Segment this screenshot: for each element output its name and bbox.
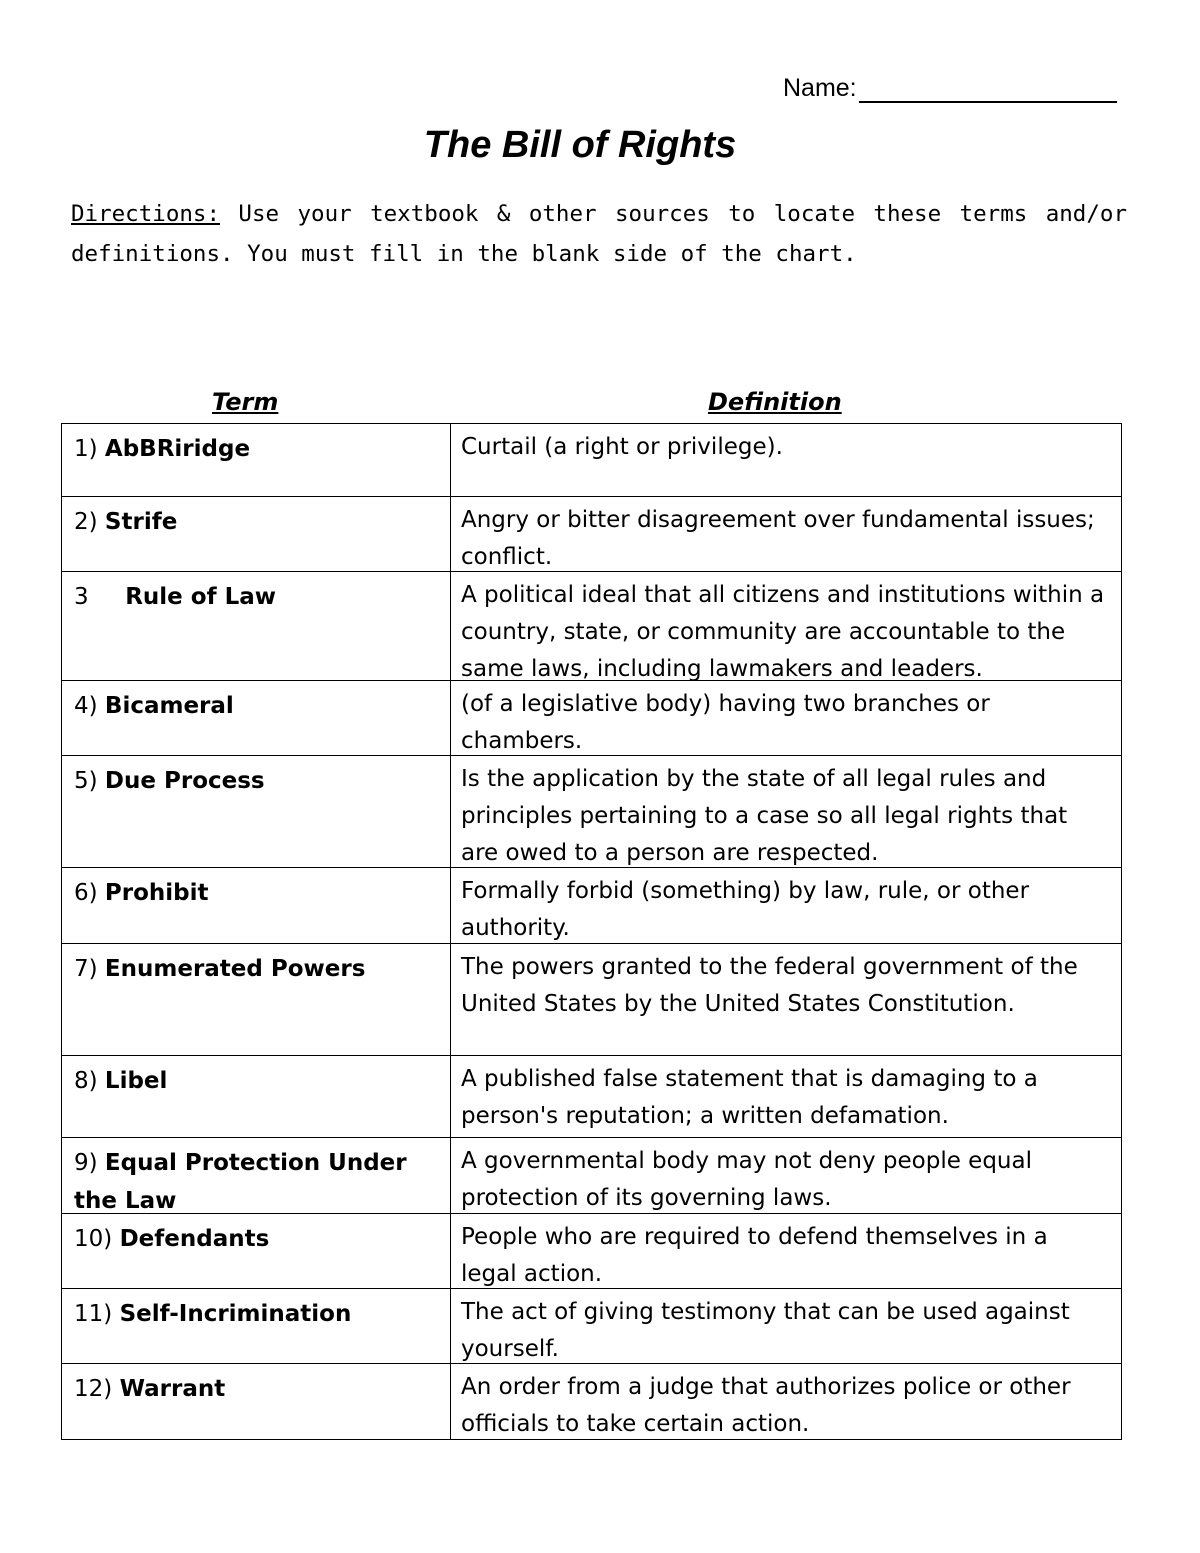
definition-cell[interactable]: A governmental body may not deny people equal protection of its governing laws.: [461, 1148, 1032, 1211]
definition-cell[interactable]: A political ideal that all citizens and institutions within a country, state, or community are accountable to the same laws, including lawmakers and leaders.: [461, 582, 1105, 682]
term-text: Rule of Law: [125, 584, 277, 610]
term-text: AbBRiridge: [104, 436, 251, 462]
table-row: [62, 1289, 1121, 1364]
term-cell: [62, 1056, 451, 1137]
definition-cell[interactable]: (of a legislative body) having two branches or chambers.: [461, 691, 990, 754]
term-text: Prohibit: [104, 880, 209, 906]
table-row: [62, 1214, 1121, 1289]
term-cell: [62, 1214, 451, 1288]
table-row: [62, 1056, 1121, 1138]
term-column-header: Term: [212, 388, 279, 416]
table-row: [62, 944, 1121, 1056]
table-row: [62, 424, 1121, 497]
definition-cell[interactable]: Curtail (a right or privilege).: [461, 434, 783, 460]
term-number: 9): [74, 1150, 98, 1176]
term-number: 3: [74, 584, 89, 610]
definition-column-header: Definition: [708, 388, 842, 416]
definition-cell[interactable]: Formally forbid (something) by law, rule, or other authority.: [461, 878, 1030, 941]
term-number: 11): [74, 1301, 113, 1327]
page-title: The Bill of Rights: [423, 124, 737, 166]
term-number: 8): [74, 1068, 98, 1094]
term-number: 4): [74, 693, 98, 719]
term-cell: [62, 1364, 451, 1439]
directions: [71, 194, 1127, 274]
table-row: [62, 868, 1121, 944]
name-field: [783, 74, 1117, 103]
name-blank-line[interactable]: [859, 75, 1117, 103]
term-cell: [62, 424, 451, 496]
term-number: 5): [74, 768, 98, 794]
term-text: Enumerated Powers: [104, 956, 366, 982]
table-row: [62, 497, 1121, 572]
term-cell: [62, 681, 451, 755]
term-text: Warrant: [119, 1376, 226, 1402]
table-row: [62, 756, 1121, 868]
term-text: Equal Protection Under the Law: [74, 1150, 407, 1214]
definition-cell[interactable]: A published false statement that is damaging to a person's reputation; a written defamation.: [461, 1066, 1038, 1129]
name-label: Name:: [783, 74, 857, 102]
definition-cell[interactable]: The powers granted to the federal government of the United States by the United States Constitution.: [461, 954, 1078, 1017]
terms-table: [61, 423, 1122, 1440]
term-text: Due Process: [104, 768, 265, 794]
term-text: Libel: [104, 1068, 168, 1094]
term-text: Bicameral: [104, 693, 234, 719]
term-number: 6): [74, 880, 98, 906]
term-cell: [62, 1138, 451, 1213]
table-row: [62, 1364, 1121, 1439]
table-row: [62, 681, 1121, 756]
term-number: 10): [74, 1226, 113, 1252]
term-cell: [62, 1289, 451, 1363]
definition-cell[interactable]: The act of giving testimony that can be used against yourself.: [461, 1299, 1070, 1362]
directions-label: Directions:: [71, 201, 221, 227]
definition-cell[interactable]: Is the application by the state of all legal rules and principles pertaining to a case so all legal rights that are owed to a person are respected.: [461, 766, 1068, 866]
term-text: Self-Incrimination: [119, 1301, 352, 1327]
term-number: 2): [74, 509, 98, 535]
definition-cell[interactable]: An order from a judge that authorizes police or other officials to take certain action.: [461, 1374, 1071, 1437]
directions-text: Use your textbook & other sources to locate these terms and/or definitions. You must fill in the blank side of the chart.: [71, 201, 1127, 267]
term-cell: [62, 868, 451, 943]
term-number: 12): [74, 1376, 113, 1402]
term-text: Defendants: [119, 1226, 270, 1252]
term-text: Strife: [104, 509, 178, 535]
term-cell: [62, 944, 451, 1055]
definition-cell[interactable]: People who are required to defend themselves in a legal action.: [461, 1224, 1048, 1287]
term-cell: [62, 572, 451, 680]
term-cell: [62, 756, 451, 867]
term-number: 7): [74, 956, 98, 982]
table-row: [62, 572, 1121, 681]
definition-cell[interactable]: Angry or bitter disagreement over fundamental issues; conflict.: [461, 507, 1095, 570]
table-row: [62, 1138, 1121, 1214]
term-number: 1): [74, 436, 98, 462]
term-cell: [62, 497, 451, 571]
